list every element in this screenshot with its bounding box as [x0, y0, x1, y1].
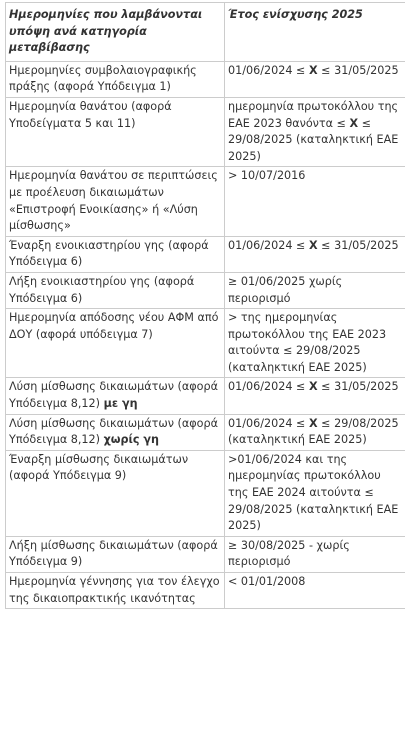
condition-text: ≤ 29/08/2025 (καταληκτική ΕΑΕ 2025) [228, 417, 399, 447]
condition-variable: X [309, 239, 318, 252]
table-row [6, 272, 405, 308]
row-condition [225, 272, 405, 308]
table-row [6, 97, 405, 166]
row-category-text: Λύση μίσθωσης δικαιωμάτων (αφορά Υπόδειγμα 8,12) [9, 380, 218, 410]
table-row [6, 61, 405, 97]
condition-variable: X [309, 64, 318, 77]
row-category-emphasis: χωρίς γη [104, 433, 159, 446]
row-category-text: Έναρξη ενοικιαστηρίου γης (αφορά Υπόδειγμα 6) [9, 239, 209, 269]
row-condition [225, 414, 405, 450]
condition-text: 01/06/2024 ≤ [228, 239, 309, 252]
row-condition [225, 167, 405, 236]
row-condition [225, 536, 405, 572]
row-category-text: Έναρξη μίσθωσης δικαιωμάτων (αφορά Υπόδειγμα 9) [9, 453, 188, 483]
row-category [6, 573, 225, 609]
condition-text: ≤ 31/05/2025 [318, 64, 399, 77]
header-category: Ημερομηνίες που λαμβάνονται υπόψη ανά κατηγορία μεταβίβασης [6, 3, 225, 62]
table-row [6, 536, 405, 572]
dates-table [5, 2, 405, 609]
condition-text: ≤ 31/05/2025 [318, 239, 399, 252]
table-header-row [6, 3, 405, 62]
condition-text: 01/06/2024 ≤ [228, 417, 309, 430]
row-category [6, 536, 225, 572]
row-category-text: Λύση μίσθωσης δικαιωμάτων (αφορά Υπόδειγμα 8,12) [9, 417, 218, 447]
table-row [6, 414, 405, 450]
row-category-text: Λήξη ενοικιαστηρίου γης (αφορά Υπόδειγμα 6) [9, 275, 194, 305]
table-row [6, 167, 405, 236]
row-category-text: Ημερομηνία θανάτου σε περιπτώσεις με προέλευση δικαιωμάτων «Επιστροφή Ενοικίασης» ή «Λύση μίσθωσης» [9, 169, 218, 232]
condition-text: < 01/01/2008 [228, 575, 305, 588]
condition-text: ημερομηνία πρωτοκόλλου της ΕΑΕ 2023 θανόντα ≤ [228, 100, 398, 130]
row-category-text: Λήξη μίσθωσης δικαιωμάτων (αφορά Υπόδειγμα 9) [9, 539, 218, 569]
row-category-text: Ημερομηνία γέννησης για τον έλεγχο της δικαιοπρακτικής ικανότητας [9, 575, 220, 605]
table-row [6, 378, 405, 414]
condition-text: 01/06/2024 ≤ [228, 64, 309, 77]
row-condition [225, 236, 405, 272]
row-category [6, 414, 225, 450]
condition-variable: X [309, 417, 318, 430]
condition-text: ≥ 30/08/2025 - χωρίς περιορισμό [228, 539, 350, 569]
condition-variable: X [309, 380, 318, 393]
condition-text: >01/06/2024 και της ημερομηνίας πρωτοκόλλου της ΕΑΕ 2024 αιτούντα ≤ 29/08/2025 (καταληκτική ΕΑΕ 2025) [228, 453, 398, 532]
condition-text: > της ημερομηνίας πρωτοκόλλου της ΕΑΕ 2023 αιτούντα ≤ 29/08/2025 (καταληκτική ΕΑΕ 2025) [228, 311, 386, 374]
condition-text: > 10/07/2016 [228, 169, 305, 182]
condition-text: 01/06/2024 ≤ [228, 380, 309, 393]
condition-text: ≥ 01/06/2025 χωρίς περιορισμό [228, 275, 342, 305]
row-category [6, 236, 225, 272]
row-category [6, 309, 225, 378]
row-condition [225, 97, 405, 166]
row-category [6, 167, 225, 236]
row-category [6, 61, 225, 97]
table-row [6, 573, 405, 609]
row-category [6, 450, 225, 536]
row-category-text: Ημερομηνία θανάτου (αφορά Υποδείγματα 5 και 11) [9, 100, 172, 130]
row-category-text: Ημερομηνία απόδοσης νέου ΑΦΜ από ΔΟΥ (αφορά υπόδειγμα 7) [9, 311, 218, 341]
row-condition [225, 309, 405, 378]
table-row [6, 309, 405, 378]
row-category-text: Ημερομηνίες συμβολαιογραφικής πράξης (αφορά Υπόδειγμα 1) [9, 64, 197, 94]
condition-variable: X [350, 117, 359, 130]
row-category [6, 378, 225, 414]
table-row [6, 450, 405, 536]
row-condition [225, 450, 405, 536]
condition-text: ≤ 29/08/2025 (καταληκτική ΕΑΕ 2025) [228, 117, 398, 163]
row-condition [225, 378, 405, 414]
row-category [6, 272, 225, 308]
table-row [6, 236, 405, 272]
condition-text: ≤ 31/05/2025 [318, 380, 399, 393]
row-condition [225, 61, 405, 97]
header-year: Έτος ενίσχυσης 2025 [225, 3, 405, 62]
row-category-emphasis: με γη [104, 397, 138, 410]
row-condition [225, 573, 405, 609]
row-category [6, 97, 225, 166]
